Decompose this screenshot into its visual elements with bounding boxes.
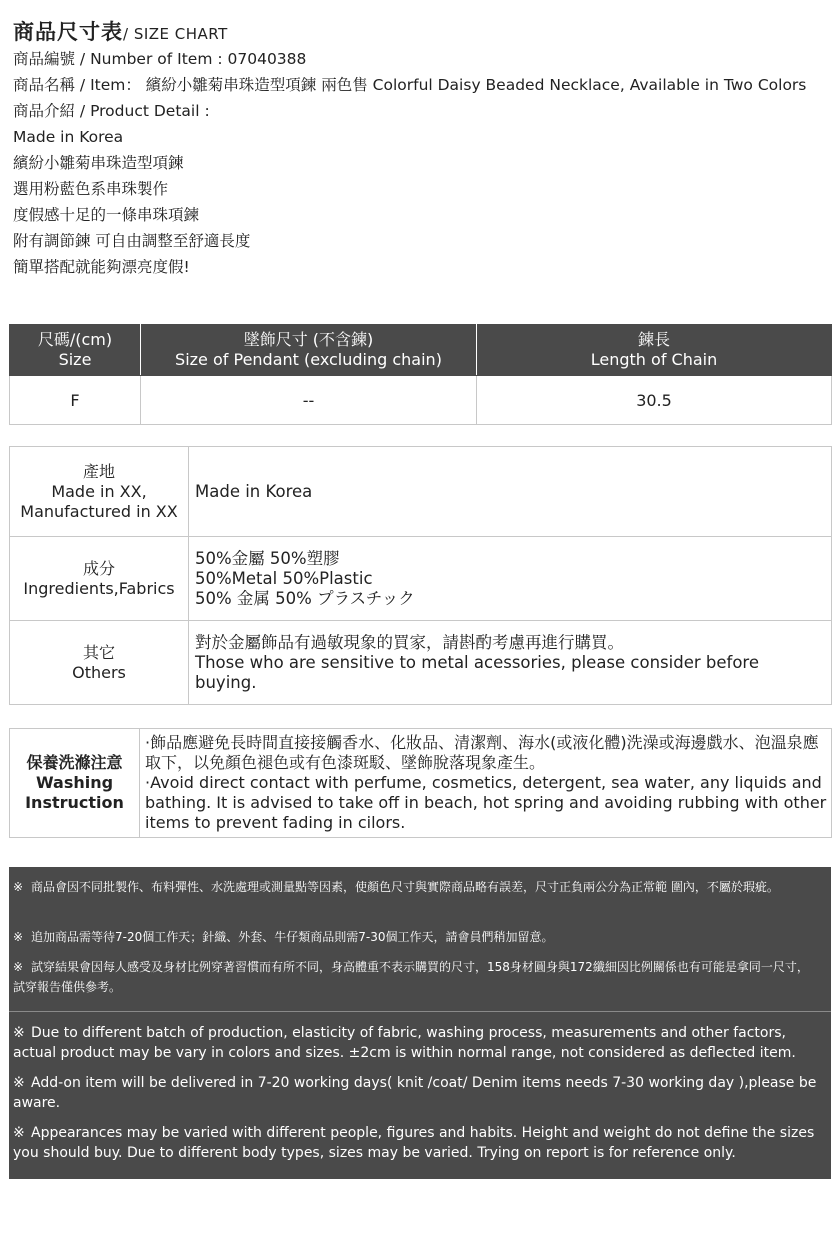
label-zh: 保養洗滌注意	[26, 753, 123, 772]
product-header	[13, 18, 828, 280]
detail-line: Made in Korea	[13, 128, 124, 146]
note-mark: ※	[13, 880, 24, 894]
cell-size: F	[10, 376, 141, 425]
note-mark: ※	[13, 1075, 25, 1091]
size-table	[9, 324, 832, 425]
notice-text: 商品會因不同批製作、布料彈性、水洗處理或測量點等因素，使顏色尺寸與實際商品略有誤差，尺寸正負兩公分為正常範 圍內，不屬於瑕疵。	[31, 880, 779, 894]
detail-line: 簡單搭配就能夠漂亮度假!	[13, 258, 190, 276]
others-row	[10, 621, 832, 705]
others-label	[10, 621, 189, 705]
header-zh: 墜飾尺寸 (不含鍊)	[243, 330, 374, 349]
cell-chain: 30.5	[477, 376, 832, 425]
value-line: 50% 金属 50% プラスチック	[195, 588, 415, 608]
item-number: 商品編號 / Number of Item : 07040388	[13, 50, 307, 68]
notice-text: 追加商品需等待7-20個工作天；針織、外套、牛仔類商品則需7-30個工作天，請會員們稍加留意。	[31, 930, 554, 944]
header-zh: 尺碼/(cm)	[37, 330, 113, 349]
care-label	[10, 729, 140, 838]
note-mark: ※	[13, 1125, 25, 1141]
ingredients-row	[10, 537, 832, 621]
note-mark: ※	[13, 960, 24, 974]
note-mark: ※	[13, 930, 24, 944]
header-en: Size	[58, 350, 92, 369]
header-pendant	[141, 325, 477, 376]
label-en: Ingredients,Fabrics	[23, 578, 175, 598]
notice-item	[9, 927, 831, 947]
label-zh: 其它	[82, 642, 115, 662]
detail-line: 附有調節鍊 可自由調整至舒適長度	[13, 232, 251, 250]
cell-pendant: --	[141, 376, 477, 425]
notice-text: 試穿結果會因每人感受及身材比例穿著習慣而有所不同，身高體重不表示購買的尺寸，158身材圓身與172纖細因比例關係也有可能是拿同一尺寸，試穿報告僅供參考。	[13, 960, 809, 994]
label-en: Washing Instruction	[25, 773, 124, 812]
header-zh: 鍊長	[637, 330, 670, 349]
origin-value: Made in Korea	[189, 447, 832, 537]
title-zh: 商品尺寸表	[13, 20, 123, 44]
origin-label	[10, 447, 189, 537]
page-title	[13, 18, 828, 46]
notice-text: Appearances may be varied with different people, figures and habits. Height and weight do not define the sizes you should buy. Due to different body types, sizes may be varied. Trying on report is for reference only.	[13, 1125, 815, 1161]
detail-label: 商品介紹 / Product Detail :	[13, 102, 210, 120]
notice-item	[9, 877, 831, 897]
table-row	[10, 376, 832, 425]
care-en: ·Avoid direct contact with perfume, cosmetics, detergent, sea water, any liquids and bathing. It is advised to take off in beach, hot spring and avoiding rubbing with other items to prevent fading in cilors.	[145, 773, 827, 832]
origin-row	[10, 447, 832, 537]
title-en: / SIZE CHART	[123, 25, 228, 43]
value-line: 對於金屬飾品有過敏現象的買家，請斟酌考慮再進行購買。	[195, 632, 624, 652]
notice-item	[9, 1023, 831, 1063]
others-value	[189, 621, 832, 705]
notice-item	[9, 1123, 831, 1163]
notice-item	[9, 957, 831, 997]
header-chain	[477, 325, 832, 376]
care-row	[10, 729, 832, 838]
header-en: Size of Pendant (excluding chain)	[175, 350, 442, 369]
item-name: 商品名稱 / Item： 繽紛小雛菊串珠造型項鍊 兩色售 Colorful Daisy Beaded Necklace, Available in Two Colors	[13, 76, 807, 94]
detail-line: 繽紛小雛菊串珠造型項鍊	[13, 154, 184, 172]
value-line: Those who are sensitive to metal acessories, please consider before buying.	[195, 652, 759, 692]
divider	[9, 1011, 831, 1012]
label-zh: 產地	[82, 461, 115, 481]
notice-text: Due to different batch of production, elasticity of fabric, washing process, measurements and other factors, actual product may be vary in colors and sizes. ±2cm is within normal range, not considered as deflected item.	[13, 1025, 796, 1061]
header-en: Length of Chain	[590, 350, 718, 369]
note-mark: ※	[13, 1025, 25, 1041]
value-line: 50%金屬 50%塑膠	[195, 548, 340, 568]
label-en: Others	[72, 662, 126, 682]
notice-box	[9, 867, 831, 1179]
notice-item	[9, 1073, 831, 1113]
size-table-header	[10, 325, 832, 376]
detail-line: 度假感十足的一條串珠項鍊	[13, 206, 200, 224]
info-table	[9, 446, 832, 705]
label-zh: 成分	[82, 558, 115, 578]
care-zh: ·飾品應避免長時間直接接觸香水、化妝品、清潔劑、海水(或液化體)洗澡或海邊戲水、泡溫泉應取下，以免顏色褪色或有色漆斑駁、墜飾脫落現象產生。	[145, 733, 819, 772]
notice-text: Add-on item will be delivered in 7-20 working days( knit /coat/ Denim items needs 7-30 working day ),please be aware.	[13, 1075, 817, 1111]
header-size	[10, 325, 141, 376]
care-value	[140, 729, 832, 838]
label-en: Made in XX, Manufactured in XX	[20, 481, 178, 521]
care-table	[9, 728, 832, 838]
ingredients-label	[10, 537, 189, 621]
ingredients-value	[189, 537, 832, 621]
detail-line: 選用粉藍色系串珠製作	[13, 180, 169, 198]
value-line: 50%Metal 50%Plastic	[195, 568, 373, 588]
